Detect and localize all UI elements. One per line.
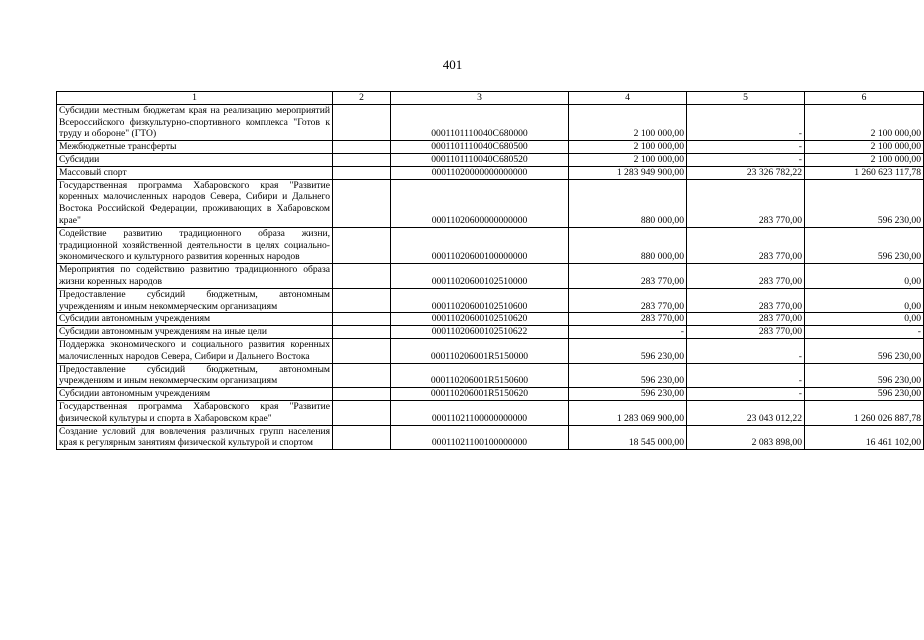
table-row xyxy=(57,326,924,339)
row-name-cell: Субсидии xyxy=(57,153,333,166)
row-amount-cell: 880 000,00 xyxy=(569,179,687,227)
row-code-cell: 00011020600100000000 xyxy=(391,227,569,263)
row-column-2-cell xyxy=(333,179,391,227)
column-number-2: 2 xyxy=(333,92,391,105)
row-column-2-cell xyxy=(333,326,391,339)
row-amount-cell: 2 100 000,00 xyxy=(569,141,687,154)
row-amount-cell: 596 230,00 xyxy=(569,363,687,388)
row-total-cell: 0,00 xyxy=(805,288,924,313)
row-column-2-cell xyxy=(333,338,391,363)
row-code-cell: 00011021100000000000 xyxy=(391,400,569,425)
row-amount-cell: - xyxy=(569,326,687,339)
row-total-cell: 0,00 xyxy=(805,264,924,289)
row-name-cell: Межбюджетные трансферты xyxy=(57,141,333,154)
row-total-cell: 2 100 000,00 xyxy=(805,153,924,166)
column-number-5: 5 xyxy=(687,92,805,105)
row-column-2-cell xyxy=(333,141,391,154)
row-code-cell: 00011021100100000000 xyxy=(391,425,569,450)
row-name-cell: Государственная программа Хабаровского края "Развитие коренных малочисленных народов Севера, Сибири и Дальнего Востока Российской Федерации, проживающих в Хабаровском крае" xyxy=(57,179,333,227)
row-change-cell: 283 770,00 xyxy=(687,288,805,313)
row-amount-cell: 1 283 949 900,00 xyxy=(569,166,687,179)
row-change-cell: 283 770,00 xyxy=(687,227,805,263)
row-change-cell: 283 770,00 xyxy=(687,264,805,289)
table-row xyxy=(57,388,924,401)
row-total-cell: 2 100 000,00 xyxy=(805,104,924,140)
row-code-cell: 000110206001R5150000 xyxy=(391,338,569,363)
row-total-cell: 596 230,00 xyxy=(805,388,924,401)
column-number-1: 1 xyxy=(57,92,333,105)
table-row xyxy=(57,153,924,166)
row-name-cell: Субсидии автономным учреждениям xyxy=(57,388,333,401)
row-change-cell: 23 043 012,22 xyxy=(687,400,805,425)
row-column-2-cell xyxy=(333,313,391,326)
row-total-cell: 596 230,00 xyxy=(805,363,924,388)
row-column-2-cell xyxy=(333,425,391,450)
table-row xyxy=(57,400,924,425)
row-name-cell: Мероприятия по содействию развитию традиционного образа жизни коренных народов xyxy=(57,264,333,289)
row-code-cell: 000110206001R5150620 xyxy=(391,388,569,401)
row-amount-cell: 596 230,00 xyxy=(569,338,687,363)
table-row xyxy=(57,288,924,313)
row-change-cell: 23 326 782,22 xyxy=(687,166,805,179)
page-number: 401 xyxy=(442,57,463,72)
row-total-cell: - xyxy=(805,326,924,339)
row-amount-cell: 1 283 069 900,00 xyxy=(569,400,687,425)
table-row xyxy=(57,104,924,140)
row-name-cell: Предоставление субсидий бюджетным, автономным учреждениям и иным некоммерческим организациям xyxy=(57,363,333,388)
row-column-2-cell xyxy=(333,288,391,313)
row-code-cell: 00011020600000000000 xyxy=(391,179,569,227)
column-number-4: 4 xyxy=(569,92,687,105)
row-change-cell: 283 770,00 xyxy=(687,179,805,227)
row-amount-cell: 596 230,00 xyxy=(569,388,687,401)
row-code-cell: 0001101110040C680520 xyxy=(391,153,569,166)
column-number-6: 6 xyxy=(805,92,924,105)
row-column-2-cell xyxy=(333,104,391,140)
table-row xyxy=(57,313,924,326)
row-total-cell: 16 461 102,00 xyxy=(805,425,924,450)
row-column-2-cell xyxy=(333,264,391,289)
row-total-cell: 0,00 xyxy=(805,313,924,326)
row-amount-cell: 283 770,00 xyxy=(569,313,687,326)
table-row xyxy=(57,227,924,263)
row-code-cell: 00011020600102510600 xyxy=(391,288,569,313)
row-total-cell: 1 260 026 887,78 xyxy=(805,400,924,425)
row-name-cell: Создание условий для вовлечения различных групп населения края к регулярным занятиям физической культурой и спортом xyxy=(57,425,333,450)
row-code-cell: 0001101110040C680500 xyxy=(391,141,569,154)
row-change-cell: - xyxy=(687,141,805,154)
table-row xyxy=(57,264,924,289)
row-amount-cell: 880 000,00 xyxy=(569,227,687,263)
row-name-cell: Государственная программа Хабаровского края "Развитие физической культуры и спорта в Хабаровском крае" xyxy=(57,400,333,425)
row-change-cell: - xyxy=(687,388,805,401)
row-code-cell: 0001101110040C680000 xyxy=(391,104,569,140)
row-change-cell: - xyxy=(687,363,805,388)
row-column-2-cell xyxy=(333,400,391,425)
table-row xyxy=(57,166,924,179)
row-column-2-cell xyxy=(333,153,391,166)
table-row xyxy=(57,425,924,450)
row-amount-cell: 2 100 000,00 xyxy=(569,104,687,140)
row-column-2-cell xyxy=(333,166,391,179)
row-amount-cell: 18 545 000,00 xyxy=(569,425,687,450)
row-name-cell: Поддержка экономического и социального развития коренных малочисленных народов Севера, Сибири и Дальнего Востока xyxy=(57,338,333,363)
row-code-cell: 00011020600102510000 xyxy=(391,264,569,289)
row-column-2-cell xyxy=(333,388,391,401)
row-name-cell: Субсидии автономным учреждениям на иные цели xyxy=(57,326,333,339)
row-change-cell: - xyxy=(687,104,805,140)
row-amount-cell: 283 770,00 xyxy=(569,288,687,313)
table-row xyxy=(57,179,924,227)
row-code-cell: 00011020000000000000 xyxy=(391,166,569,179)
row-code-cell: 000110206001R5150600 xyxy=(391,363,569,388)
row-name-cell: Предоставление субсидий бюджетным, автономным учреждениям и иным некоммерческим организациям xyxy=(57,288,333,313)
row-total-cell: 2 100 000,00 xyxy=(805,141,924,154)
row-name-cell: Массовый спорт xyxy=(57,166,333,179)
row-column-2-cell xyxy=(333,363,391,388)
row-amount-cell: 283 770,00 xyxy=(569,264,687,289)
row-name-cell: Субсидии автономным учреждениям xyxy=(57,313,333,326)
row-change-cell: - xyxy=(687,153,805,166)
row-amount-cell: 2 100 000,00 xyxy=(569,153,687,166)
row-change-cell: 283 770,00 xyxy=(687,326,805,339)
table-row xyxy=(57,338,924,363)
row-column-2-cell xyxy=(333,227,391,263)
row-name-cell: Содействие развитию традиционного образа жизни, традиционной хозяйственной деятельности в целях социально-экономического и культурного развития коренных народов xyxy=(57,227,333,263)
row-total-cell: 1 260 623 117,78 xyxy=(805,166,924,179)
table-body xyxy=(57,92,924,450)
table-row xyxy=(57,141,924,154)
row-code-cell: 00011020600102510622 xyxy=(391,326,569,339)
row-total-cell: 596 230,00 xyxy=(805,179,924,227)
column-number-3: 3 xyxy=(391,92,569,105)
table-row xyxy=(57,363,924,388)
row-code-cell: 00011020600102510620 xyxy=(391,313,569,326)
row-change-cell: 283 770,00 xyxy=(687,313,805,326)
row-total-cell: 596 230,00 xyxy=(805,338,924,363)
row-change-cell: 2 083 898,00 xyxy=(687,425,805,450)
row-total-cell: 596 230,00 xyxy=(805,227,924,263)
budget-table xyxy=(56,91,924,450)
column-number-row xyxy=(57,92,924,105)
row-name-cell: Субсидии местным бюджетам края на реализацию мероприятий Всероссийского физкультурно-спортивного комплекса "Готов к труду и обороне" (ГТО) xyxy=(57,104,333,140)
row-change-cell: - xyxy=(687,338,805,363)
